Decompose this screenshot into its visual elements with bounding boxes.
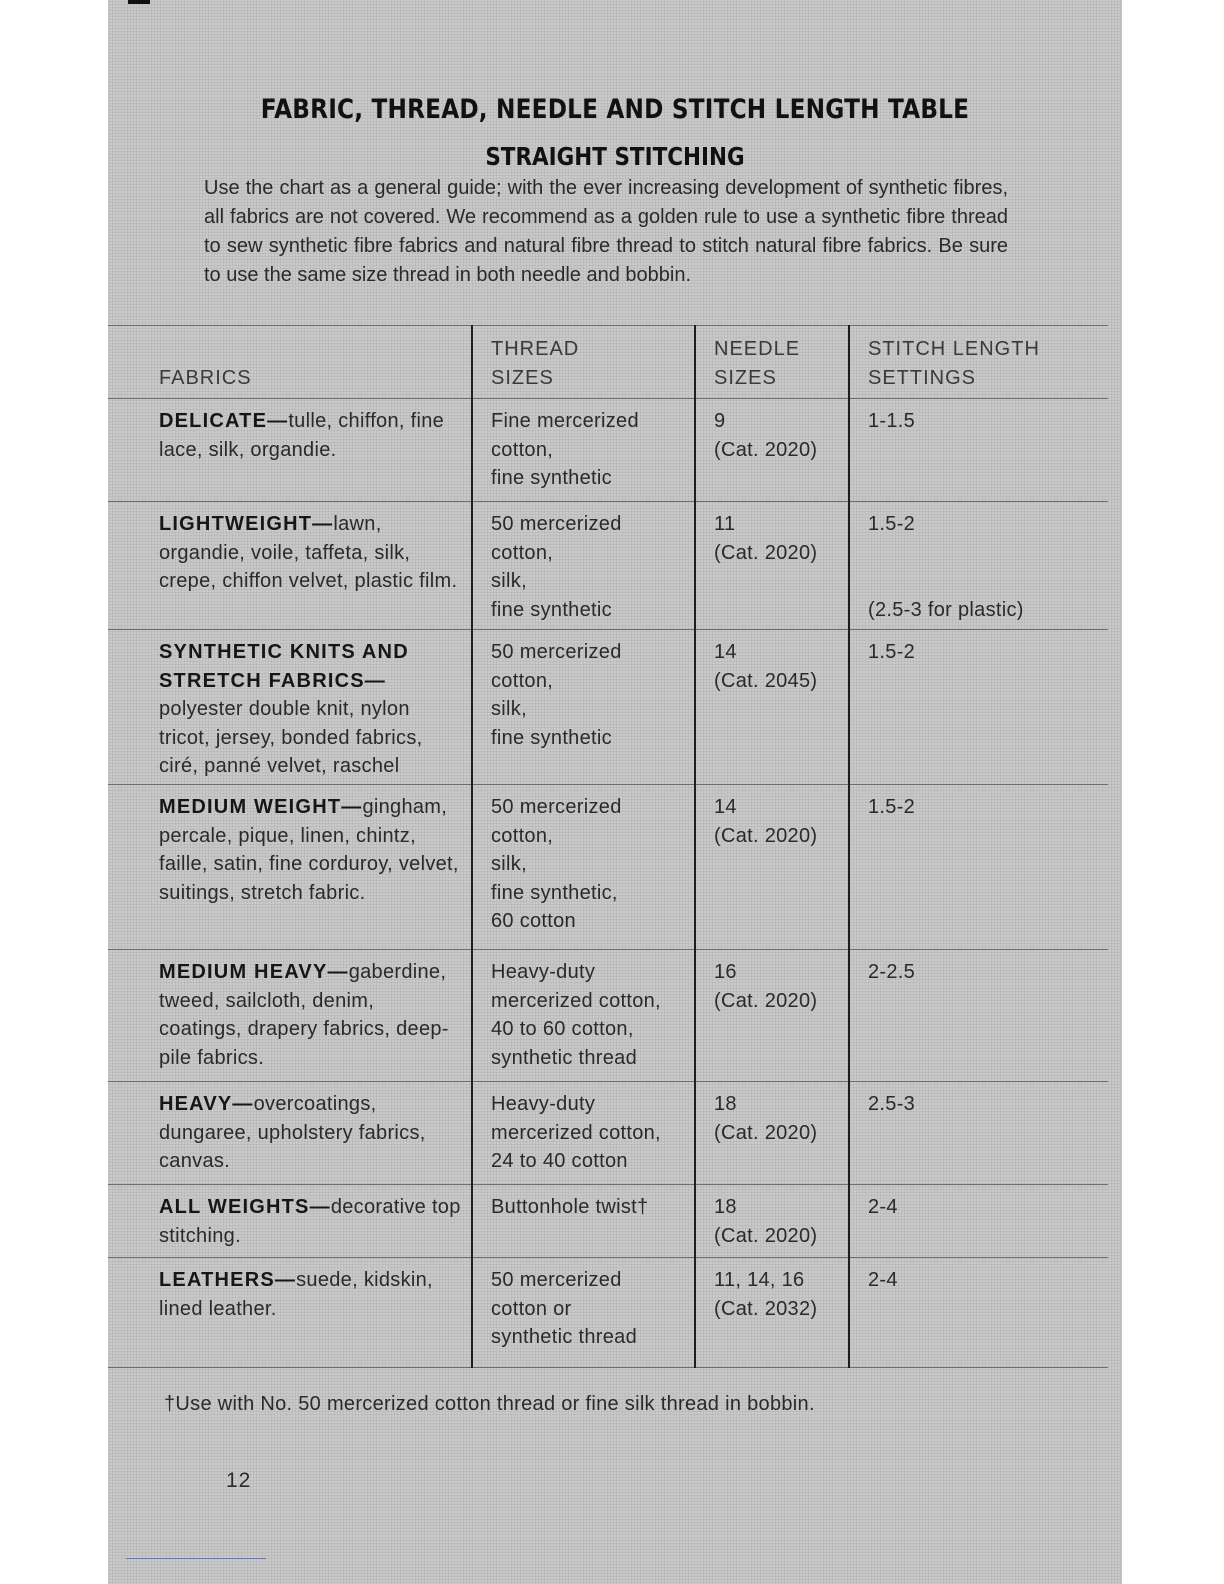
stitch-cell: 1.5-2 (849, 630, 1108, 785)
corner-mark (128, 0, 150, 4)
thread-cell: Heavy-duty mercerized cotton, 24 to 40 cotton (472, 1082, 695, 1185)
fabric-cell: LEATHERS—suede, kidskin, lined leather. (159, 1269, 433, 1320)
stitch-note: (2.5-3 for plastic) (868, 598, 1024, 621)
table-row (108, 1258, 1108, 1368)
intro-paragraph: Use the chart as a general guide; with the ever increasing development of synthetic fibres, all fabrics are not covered. We recommend as a golden rule to use a synthetic fibre thread to sew synthetic fibre fabrics and natural fibre thread to stitch natural fibre fabrics. Be sure to use the same size thread in both needle and bobbin. (204, 177, 1008, 286)
table-row (108, 785, 1108, 950)
page-number: 12 (226, 1469, 252, 1492)
table-row (108, 1082, 1108, 1185)
table-row (108, 630, 1108, 785)
fabric-cell: MEDIUM WEIGHT—gingham, percale, pique, linen, chintz, faille, satin, fine corduroy, velvet, suitings, stretch fabric. (159, 796, 459, 904)
needle-cell: 14 (Cat. 2020) (695, 785, 849, 950)
thread-cell: 50 mercerized cotton or synthetic thread (472, 1258, 695, 1368)
thread-cell: 50 mercerized cotton, silk, fine synthetic (472, 502, 695, 630)
fabric-cell: MEDIUM HEAVY—gaberdine, tweed, sailcloth, denim, coatings, drapery fabrics, deep-pile fabrics. (159, 961, 449, 1069)
stitch-cell: 2-2.5 (849, 950, 1108, 1082)
table-header-row (108, 326, 1108, 399)
page-subtitle: STRAIGHT STITCHING (485, 142, 745, 171)
fabric-cell: DELICATE—tulle, chiffon, fine lace, silk, organdie. (159, 410, 445, 461)
needle-cell: 11, 14, 16 (Cat. 2032) (695, 1258, 849, 1368)
thread-cell: 50 mercerized cotton, silk, fine synthetic, 60 cotton (472, 785, 695, 950)
needle-cell: 11 (Cat. 2020) (695, 502, 849, 630)
thread-cell: Heavy-duty mercerized cotton, 40 to 60 cotton, synthetic thread (472, 950, 695, 1082)
footnote: †Use with No. 50 mercerized cotton thread or fine silk thread in bobbin. (164, 1393, 815, 1415)
table-row (108, 950, 1108, 1082)
stitch-cell: 1.5-2 (2.5-3 for plastic) (849, 502, 1108, 630)
fabric-cell: ALL WEIGHTS—decorative top stitching. (159, 1196, 461, 1247)
header-thread-sizes: THREAD SIZES (472, 326, 695, 399)
needle-cell: 16 (Cat. 2020) (695, 950, 849, 1082)
thread-cell: Fine mercerized cotton, fine synthetic (472, 399, 695, 502)
stitch-cell: 2-4 (849, 1185, 1108, 1258)
fabric-cell: SYNTHETIC KNITS AND STRETCH FABRICS—polyester double knit, nylon tricot, jersey, bonded fabrics, ciré, panné velvet, raschel (159, 641, 423, 777)
page-title: FABRIC, THREAD, NEEDLE AND STITCH LENGTH TABLE (260, 94, 970, 125)
needle-cell: 14 (Cat. 2045) (695, 630, 849, 785)
table-row (108, 502, 1108, 630)
fabric-table (108, 325, 1108, 1368)
stitch-cell: 1-1.5 (849, 399, 1108, 502)
table-row (108, 1185, 1108, 1258)
table-row (108, 399, 1108, 502)
thread-cell: Buttonhole twist† (472, 1185, 695, 1258)
stitch-cell: 2.5-3 (849, 1082, 1108, 1185)
stitch-cell: 1.5-2 (849, 785, 1108, 950)
header-needle-sizes: NEEDLE SIZES (695, 326, 849, 399)
needle-cell: 18 (Cat. 2020) (695, 1185, 849, 1258)
header-fabrics: FABRICS (159, 366, 252, 389)
needle-cell: 18 (Cat. 2020) (695, 1082, 849, 1185)
thread-cell: 50 mercerized cotton, silk, fine synthetic (472, 630, 695, 785)
needle-cell: 9 (Cat. 2020) (695, 399, 849, 502)
fabric-cell: LIGHTWEIGHT—lawn, organdie, voile, taffeta, silk, crepe, chiffon velvet, plastic film. (159, 513, 458, 592)
stitch-cell: 2-4 (849, 1258, 1108, 1368)
page-edge-rule (126, 1558, 266, 1559)
header-stitch-length: STITCH LENGTH SETTINGS (849, 326, 1108, 399)
fabric-cell: HEAVY—overcoatings, dungaree, upholstery fabrics, canvas. (159, 1093, 426, 1172)
